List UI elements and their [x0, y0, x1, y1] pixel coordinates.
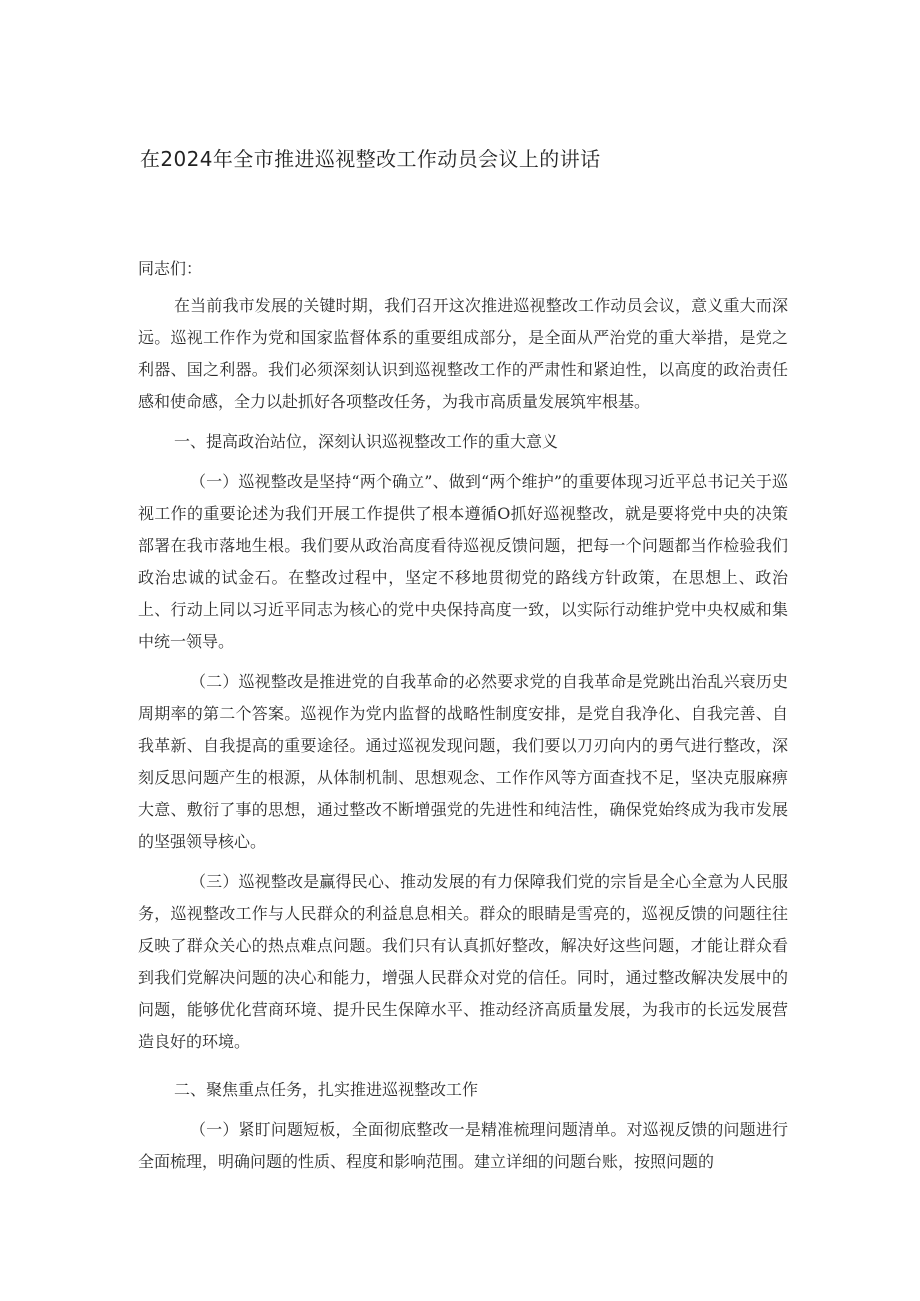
- paragraph-intro: 在当前我市发展的关键时期，我们召开这次推进巡视整改工作动员会议，意义重大而深远。巡视工作作为党和国家监督体系的重要组成部分，是全面从严治党的重大举措，是党之利器、国之利器。我们必须深刻认识到巡视整改工作的严肃性和紧迫性，以高度的政治责任感和使命感，全力以赴抓好各项整改任务，为我市高质量发展筑牢根基。: [138, 296, 788, 411]
- document-body: [138, 290, 788, 1178]
- paragraph-2-1: （一）紧盯问题短板，全面彻底整改一是精准梳理问题清单。对巡视反馈的问题进行全面梳理，明确问题的性质、程度和影响范围。建立详细的问题台账，按照问题的: [138, 1120, 788, 1171]
- salutation: 同志们：: [138, 259, 203, 278]
- document-title: 在2024年全市推进巡视整改工作动员会议上的讲话: [140, 147, 601, 171]
- section-heading-1: 一、提高政治站位，深刻认识巡视整改工作的重大意义: [174, 432, 559, 451]
- paragraph-1-3: （三）巡视整改是赢得民心、推动发展的有力保障我们党的宗旨是全心全意为人民服务，巡视整改工作与人民群众的利益息息相关。群众的眼睛是雪亮的，巡视反馈的问题往往反映了群众关心的热点难点问题。我们只有认真抓好整改，解决好这些问题，才能让群众看到我们党解决问题的决心和能力，增强人民群众对党的信任。同时，通过整改解决发展中的问题，能够优化营商环境、提升民生保障水平、推动经济高质量发展，为我市的长远发展营造良好的环境。: [138, 872, 788, 1051]
- section-heading-2: 二、聚焦重点任务，扎实推进巡视整改工作: [174, 1080, 479, 1099]
- paragraph-1-2: （二）巡视整改是推进党的自我革命的必然要求党的自我革命是党跳出治乱兴衰历史周期率的第二个答案。巡视作为党内监督的战略性制度安排，是党自我净化、自我完善、自我革新、自我提高的重要途径。通过巡视发现问题，我们要以刀刃向内的勇气进行整改，深刻反思问题产生的根源，从体制机制、思想观念、工作作风等方面查找不足，坚决克服麻痹大意、敷衍了事的思想，通过整改不断增强党的先进性和纯洁性，确保党始终成为我市发展的坚强领导核心。: [138, 672, 788, 851]
- paragraph-1-1: （一）巡视整改是坚持“两个确立”、做到“两个维护”的重要体现习近平总书记关于巡视工作的重要论述为我们开展工作提供了根本遵循O抓好巡视整改，就是要将党中央的决策部署在我市落地生根。我们要从政治高度看待巡视反馈问题，把每一个问题都当作检验我们政治忠诚的试金石。在整改过程中，坚定不移地贯彻党的路线方针政策，在思想上、政治上、行动上同以习近平同志为核心的党中央保持高度一致，以实际行动维护党中央权威和集中统一领导。: [138, 472, 788, 651]
